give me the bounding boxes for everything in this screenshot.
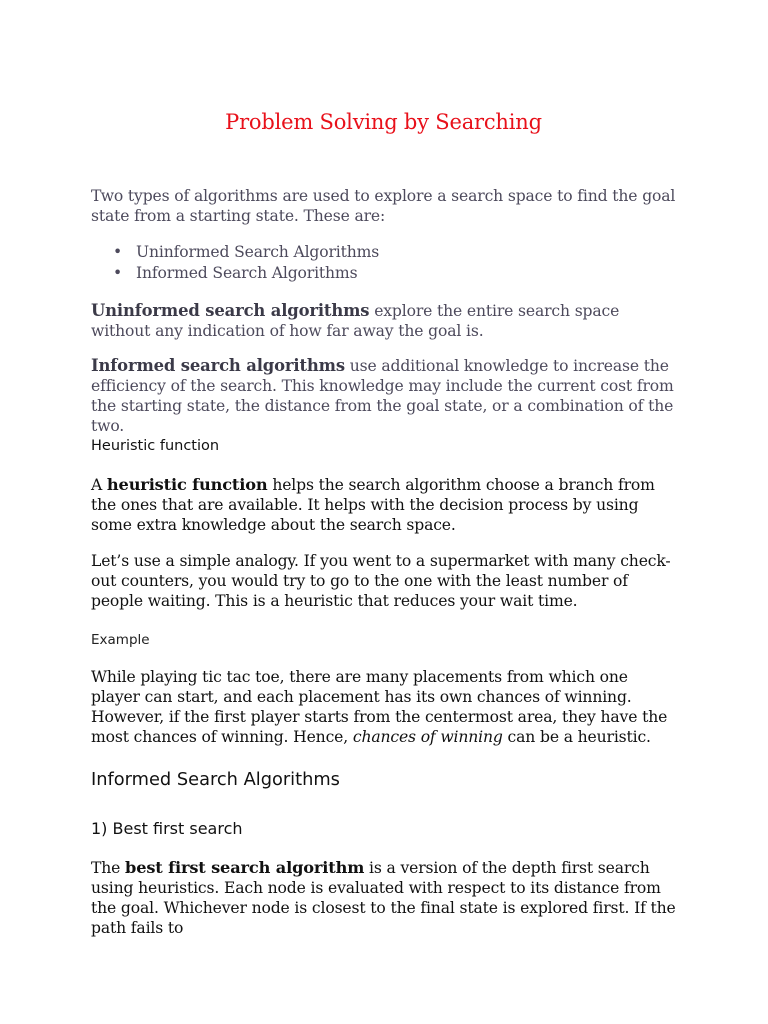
intro-paragraph: Two types of algorithms are used to explore a search space to find the goal state from a starting state. These are: [91,187,676,225]
best-first-term: best first search algorithm [125,858,365,877]
uninformed-paragraph [91,301,676,341]
bullet-icon: • [113,264,123,282]
example-paragraph [91,667,676,747]
list-item [91,263,676,284]
uninformed-term: Uninformed search algorithms [91,301,370,320]
subsection-heading: 1) Best first search [91,819,243,838]
heuristic-description: helps the search algorithm choose a branch from the ones that are available. It helps with the decision process by using some extra knowledge about the search space. [91,476,655,534]
example-text: While playing tic tac toe, there are many placements from which one player can start, and each placement has its own chances of winning. However, if the first player starts from the centermost area, they have the most chances of winning. Hence, [91,668,668,746]
example-label: Example [91,632,150,648]
page-title: Problem Solving by Searching [225,110,542,134]
analogy-paragraph: Let’s use a simple analogy. If you went to a supermarket with many check-out counters, you would try to go to the one with the least number of people waiting. This is a heuristic that reduces your wait time. [91,552,671,610]
example-rest: can be a heuristic. [502,728,651,746]
heuristic-heading: Heuristic function [91,438,220,454]
best-first-description: is a version of the depth first search using heuristics. Each node is evaluated with respect to its distance from the goal. Whichever node is closest to the final state is explored first. If the path fails to [91,859,676,937]
heuristic-lead: A [91,476,107,494]
list-item [91,242,676,263]
informed-paragraph [91,356,676,436]
informed-description: use additional knowledge to increase the efficiency of the search. This knowledge may include the current cost from the starting state, the distance from the goal state, or a combination of the two. [91,357,674,435]
best-first-lead: The [91,859,126,877]
bullet-icon: • [113,243,123,261]
algorithm-types-list [91,242,676,284]
list-item-label: Uninformed Search Algorithms [136,243,380,261]
uninformed-description: explore the entire search space without any indication of how far away the goal is. [91,302,620,340]
heuristic-paragraph [91,475,676,535]
informed-term: Informed search algorithms [91,356,345,375]
list-item-label: Informed Search Algorithms [136,264,358,282]
heuristic-term: heuristic function [106,475,268,494]
best-first-paragraph [91,858,676,938]
section-heading: Informed Search Algorithms [91,769,340,790]
example-emphasis: chances of winning [352,728,503,746]
